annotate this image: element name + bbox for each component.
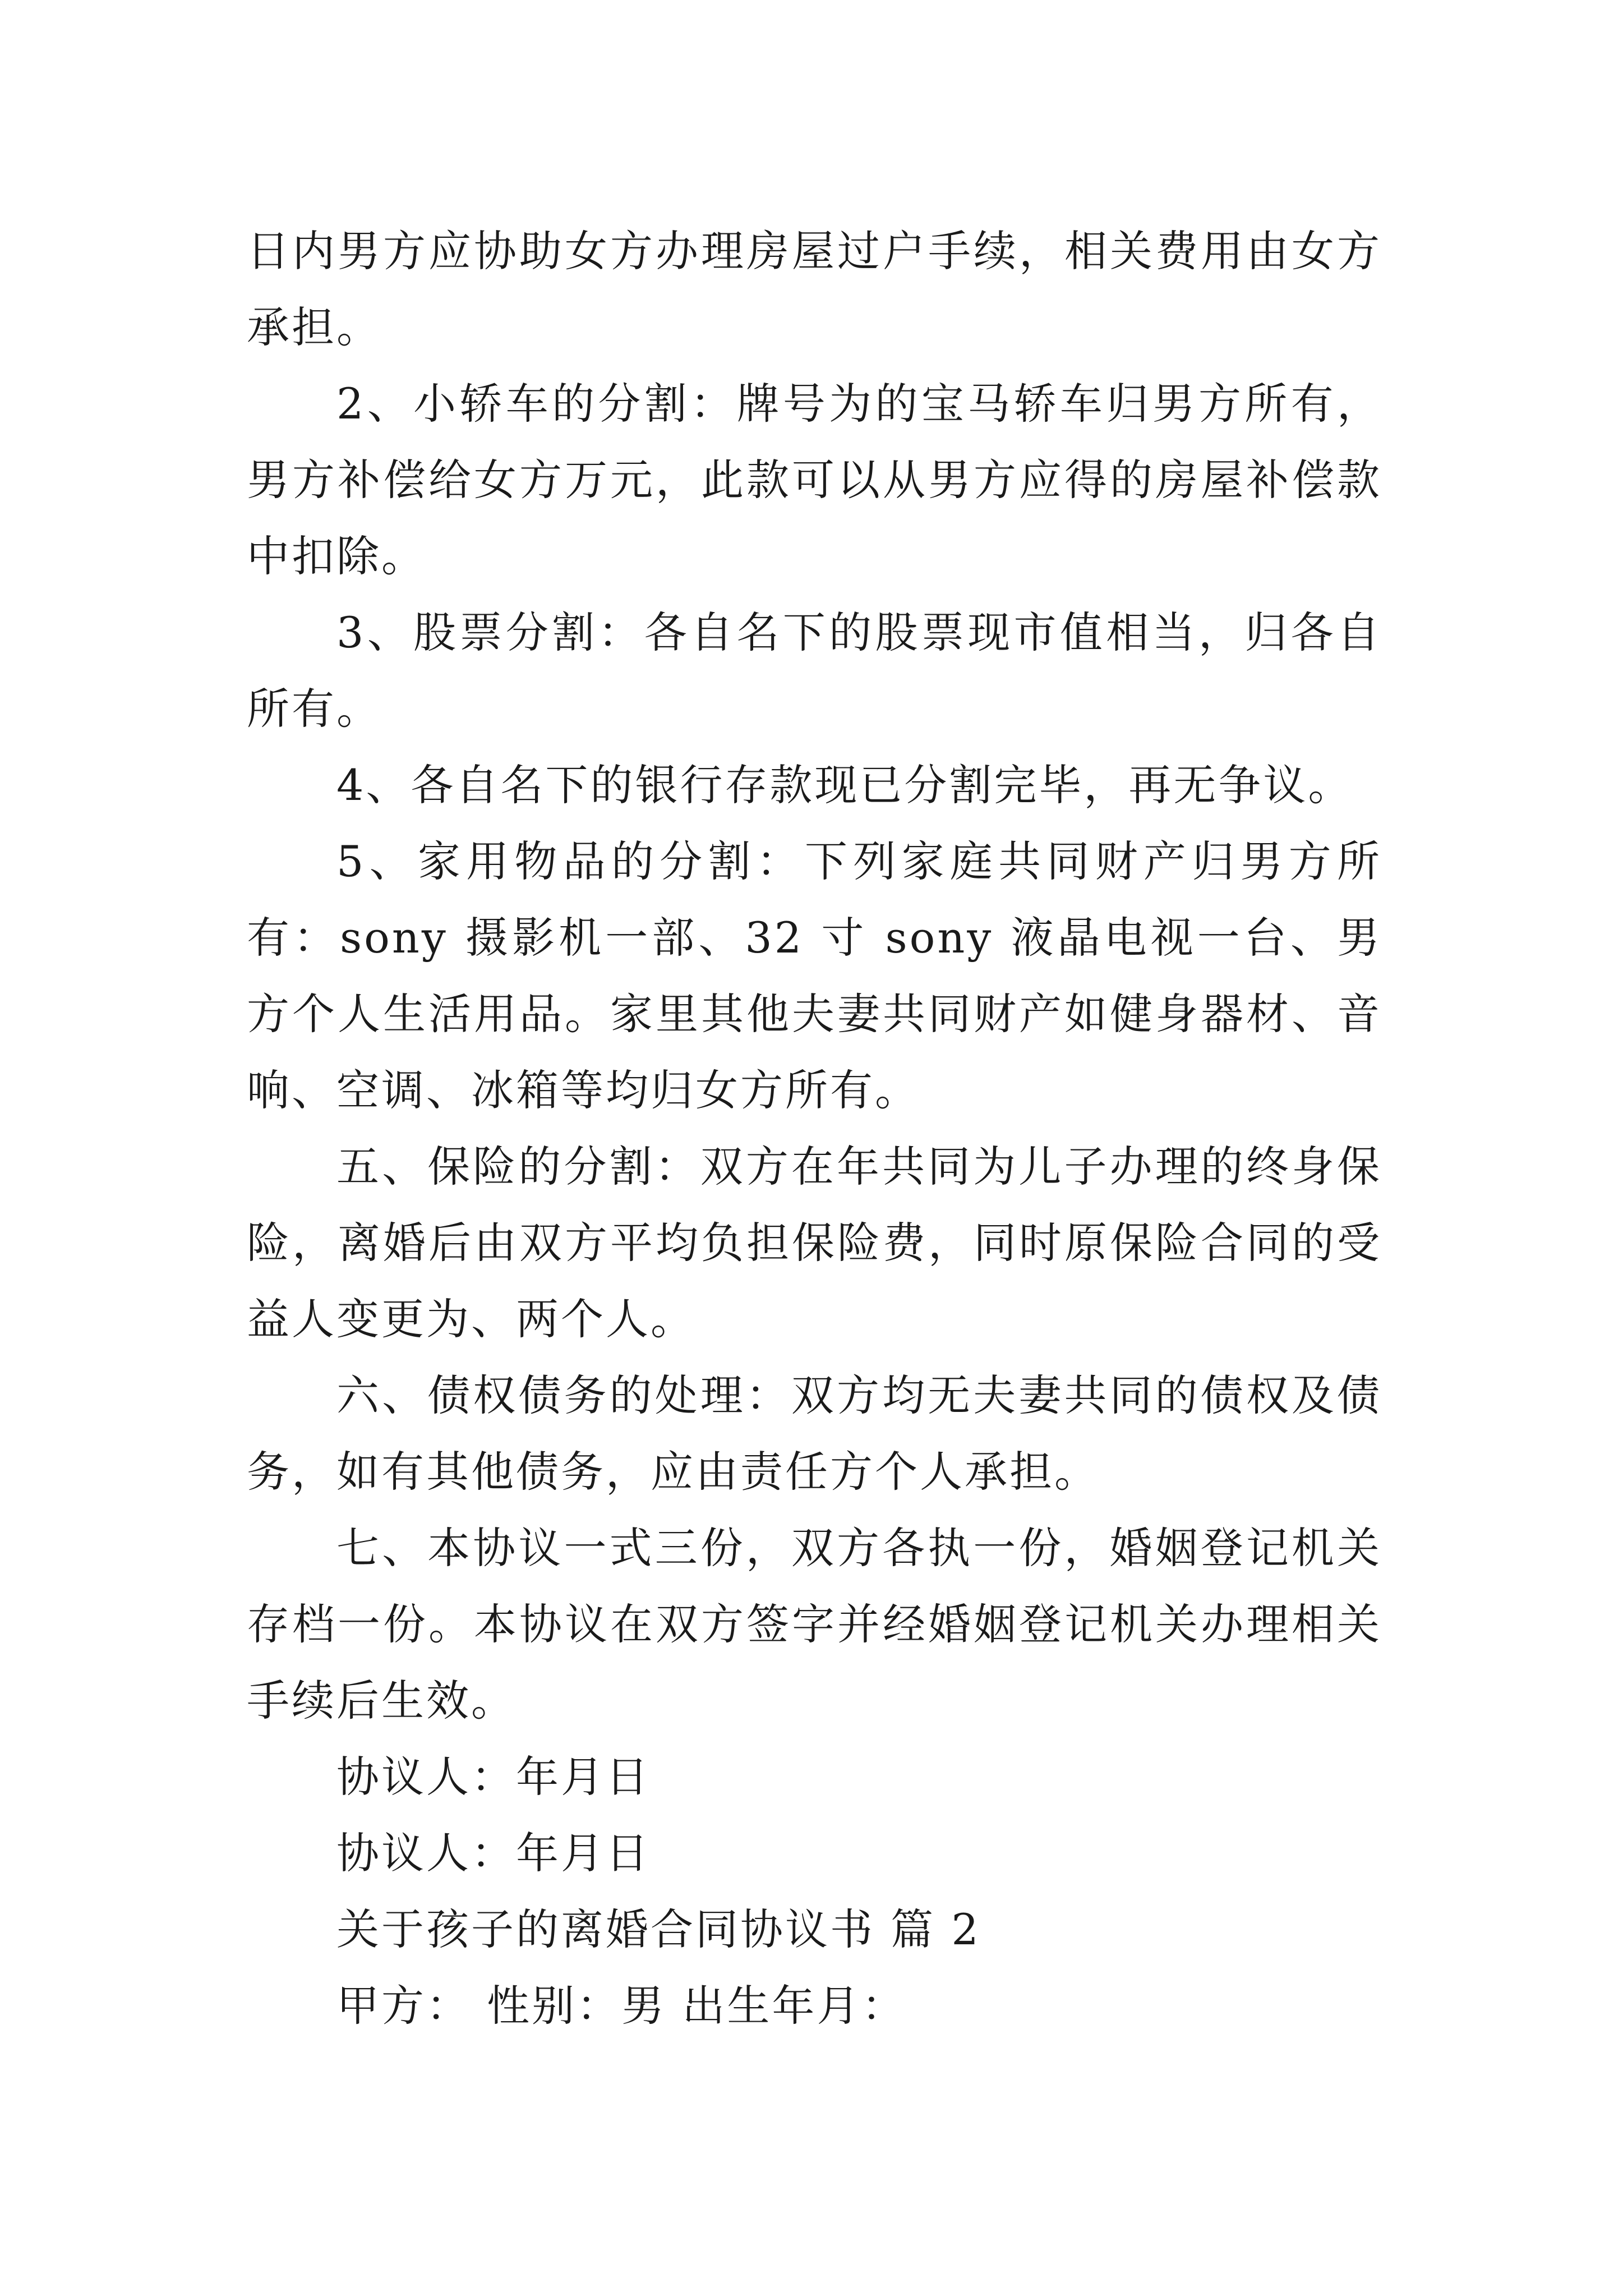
paragraph-bank-deposits: 4、各自名下的银行存款现已分割完毕，再无争议。 (336, 760, 1353, 810)
paragraph-insurance: 五、保险的分割：双方在年共同为儿子办理的终身保险，离婚后由双方平均负担保险费，同时原保险合同的受益人变更为、两个人。 (247, 1142, 1382, 1344)
paragraph-copies: 七、本协议一式三份，双方各执一份，婚姻登记机关存档一份。本协议在双方签字并经婚姻登记机关办理相关手续后生效。 (247, 1523, 1382, 1726)
party-a-line: 甲方： 性别：男 出生年月： (336, 1981, 907, 2031)
paragraph-car-division: 2、小轿车的分割：牌号为的宝马轿车归男方所有，男方补偿给女方万元，此款可以从男方应得的房屋补偿款中扣除。 (247, 379, 1382, 581)
paragraph-household-items: 5、家用物品的分割：下列家庭共同财产归男方所有：sony 摄影机一部、32 寸 sony 液晶电视一台、男方个人生活用品。家里其他夫妻共同财产如健身器材、音响、空调、冰箱等均归女方所有。 (247, 836, 1382, 1115)
paragraph-debts: 六、债权债务的处理：双方均无夫妻共同的债权及债务，如有其他债务，应由责任方个人承担。 (247, 1370, 1382, 1497)
signature-line-2: 协议人：年月日 (336, 1828, 651, 1878)
paragraph-stock-division: 3、股票分割：各自名下的股票现市值相当，归各自所有。 (247, 608, 1382, 734)
section-title: 关于孩子的离婚合同协议书 篇 2 (336, 1904, 981, 1954)
document-body (247, 213, 1382, 2044)
signature-line-1: 协议人：年月日 (336, 1752, 651, 1802)
paragraph-continued: 日内男方应协助女方办理房屋过户手续，相关费用由女方承担。 (247, 226, 1382, 352)
